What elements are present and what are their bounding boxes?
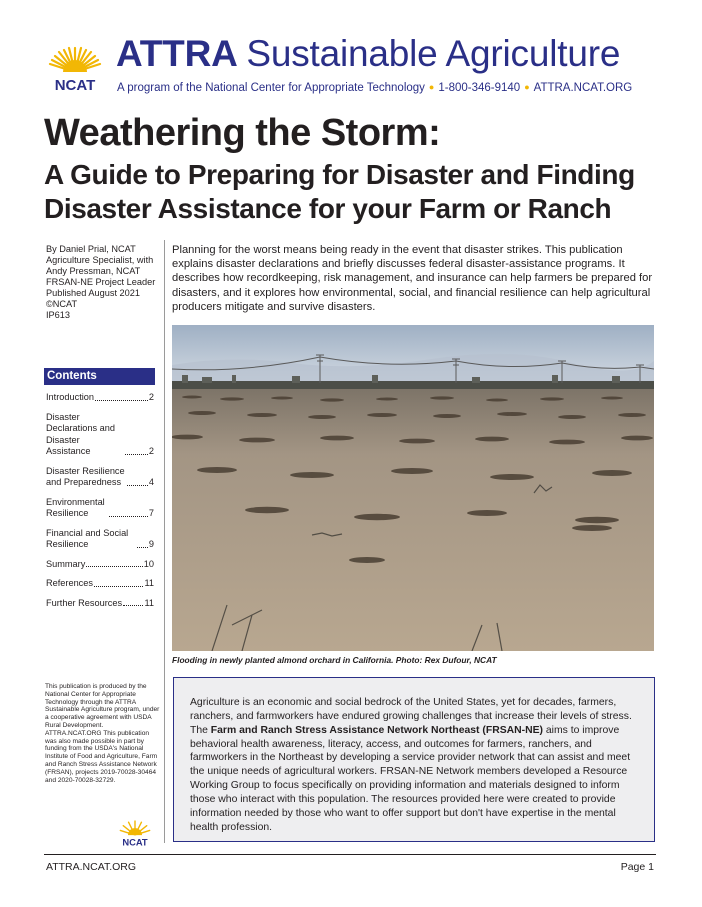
photo-caption: Flooding in newly planted almond orchard in California. Photo: Rex Dufour, NCAT [172, 655, 497, 665]
toc-page: 11 [144, 597, 154, 608]
logo-wordmark-small: NCAT [122, 837, 148, 848]
subtitle-line-1: A Guide to Preparing for Disaster and Finding [44, 159, 635, 190]
flooded-orchard-image [172, 325, 654, 651]
page-title: Weathering the Storm: [44, 112, 441, 154]
toc-page: 9 [148, 539, 154, 549]
toc-leader [137, 547, 148, 548]
toc-item-disaster-resilience[interactable] [46, 466, 154, 489]
byline-line: FRSAN-NE Project Leader [46, 277, 156, 287]
toc-leader [94, 586, 143, 587]
toc-item-disaster-declarations[interactable] [46, 412, 154, 458]
toc-title: Environmental Resilience [46, 496, 105, 518]
byline-line: By Daniel Prial, NCAT [46, 244, 136, 254]
toc-page: 11 [144, 578, 154, 588]
toc-title: Introduction [46, 392, 95, 402]
byline-line: Published August 2021 [46, 288, 140, 298]
toc-item-introduction[interactable] [46, 392, 154, 404]
toc-title: Further Resources [46, 597, 123, 608]
brand-rest: Sustainable Agriculture [246, 33, 621, 74]
toc-title: References [46, 578, 93, 588]
toc-title: Disaster Resilience and Preparedness [46, 465, 125, 487]
toc-item-further-resources[interactable] [46, 598, 154, 610]
column-divider [164, 240, 165, 843]
footer-url[interactable]: ATTRA.NCAT.ORG [46, 861, 137, 873]
callout-text-bold: Farm and Ranch Stress Assistance Network Northeast (FRSAN-NE) [210, 724, 543, 736]
toc-page: 2 [148, 392, 154, 402]
toc-leader [127, 485, 148, 486]
toc-leader [95, 400, 148, 401]
sunrise-icon [116, 814, 154, 848]
byline-line: ©NCAT [46, 299, 78, 309]
page-number: Page 1 [620, 861, 654, 873]
intro-paragraph: Planning for the worst means being ready in the event that disaster strikes. This publication explains disaster declarations and briefly discusses federal disaster-assistance programs. It describes how recordkeeping, risk management, and insurance can help farmers be prepared for disasters, and it explores how environmental, social, and financial resilience can help agricultural producers mitigate and survive disasters. [172, 244, 653, 313]
toc-leader [86, 566, 142, 567]
logo-wordmark: NCAT [54, 77, 96, 94]
brand-website[interactable]: ATTRA.NCAT.ORG [533, 82, 633, 94]
toc-page: 7 [148, 508, 154, 518]
callout-text-before: Agriculture is an economic and social bedrock of the United States, yet for decades, farmers, ranchers, and farmworkers have endured growing challenges that increase their levels of stress. The [190, 697, 632, 736]
toc-page: 10 [143, 558, 154, 569]
toc-item-financial-social-resilience[interactable] [46, 528, 154, 551]
toc-item-summary[interactable] [46, 559, 154, 571]
toc-title: Disaster Declarations and Disaster Assistance [46, 411, 115, 456]
brand-title [116, 33, 620, 75]
sunrise-icon [44, 36, 106, 94]
ncat-logo [44, 36, 106, 94]
table-of-contents [46, 392, 154, 617]
funding-note: This publication is produced by the National Center for Appropriate Technology through the ATTRA Sustainable Agriculture program, under a cooperative agreement with USDA Rural Development. ATTRA.NCAT.ORG This publication was also made possible in part by funding from the USDA's National Institute of Food and Agriculture, Farm and Ranch Stress Assistance Network (FRSAN), projects 2019-70028-30464 and 2020-70028-32729. [45, 683, 160, 784]
flood-photo [172, 325, 654, 651]
subtitle-line-2: Disaster Assistance for your Farm or Ranch [44, 193, 612, 224]
footer-rule [44, 854, 656, 855]
separator-dot-icon: ● [524, 82, 530, 92]
byline-line: IP613 [46, 310, 71, 320]
toc-leader [125, 454, 148, 455]
byline-line: Agriculture Specialist, with [46, 255, 154, 265]
brand-tagline-row [117, 82, 632, 94]
byline-line: Andy Pressman, NCAT [46, 266, 141, 276]
toc-page: 4 [148, 477, 154, 487]
contents-heading: Contents [44, 368, 155, 385]
brand-bold: ATTRA [116, 33, 237, 74]
toc-title: Summary [46, 558, 86, 569]
toc-item-references[interactable] [46, 578, 154, 590]
brand-tagline: A program of the National Center for Appropriate Technology [117, 82, 425, 94]
callout-text-after: aims to improve behavioral health awareness, literacy, access, and outcomes for farmers, ranchers, and farmworkers in the Northeast by developing a service provider network that can assist and meet the unique needs of agricultural workers. FRSAN-NE Network members developed a Resource Working Group to focus specifically on providing information and materials designed to inform those who interact with this population. The resources provided here were created to provide information needed by those who want to offer support but don't have expertise in the mental health profession. [190, 724, 631, 833]
toc-item-environmental-resilience[interactable] [46, 497, 154, 520]
toc-leader [123, 605, 143, 606]
callout-text [190, 696, 642, 834]
separator-dot-icon: ● [428, 82, 435, 92]
brand-phone[interactable]: 1-800-346-9140 [438, 82, 521, 94]
page-subtitle [44, 158, 684, 226]
toc-leader [109, 516, 148, 517]
ncat-logo-small [116, 814, 154, 848]
byline [46, 244, 158, 321]
toc-title: Financial and Social Resilience [46, 527, 129, 549]
toc-page: 2 [148, 446, 154, 456]
